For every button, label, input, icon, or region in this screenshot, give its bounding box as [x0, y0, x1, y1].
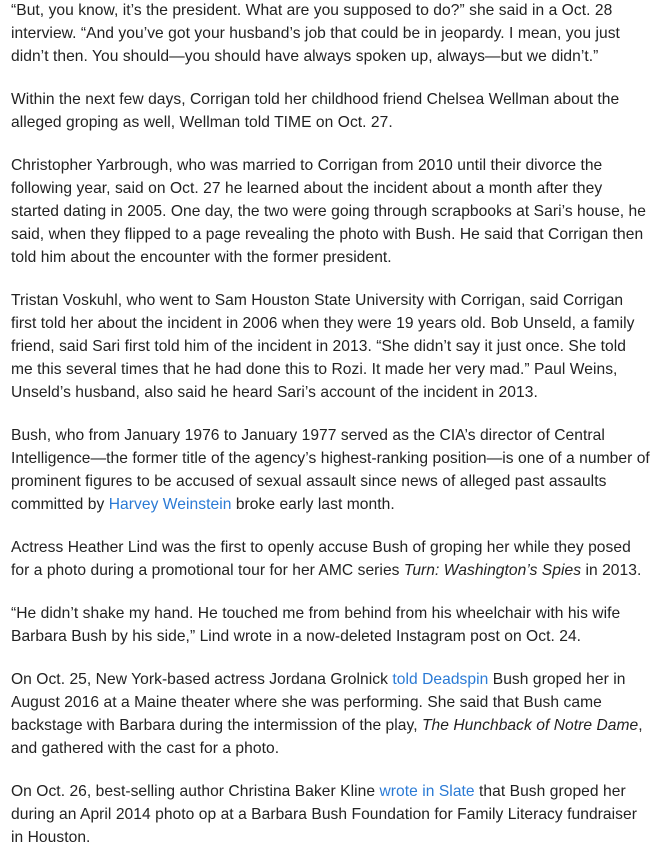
wrote-in-slate-link[interactable]: wrote in Slate — [379, 783, 475, 800]
paragraph-voskuhl: Tristan Voskuhl, who went to Sam Houston State University with Corrigan, said Corrigan first told her about the incident in 2006 when they were 19 years old. Bob Unseld, a family friend, said Sari first told him of the incident in 2013. “She didn’t say it just once. She told me this several times that he had done this to Rozi. It made her very mad.” Paul Weins, Unseld’s husband, also said he heard Sari’s account of the incident in 2013. — [11, 292, 635, 401]
paragraph-text: Actress Heather Lind was the first to openly accuse Bush of groping her while they posed for a photo during a promotional tour for her AMC series — [11, 539, 631, 579]
paragraph-bush-cia — [11, 424, 651, 516]
paragraph-text: in 2013. — [581, 562, 642, 579]
paragraph-lawson-quote: “But, you know, it’s the president. What are you supposed to do?” she said in a Oct. 28 interview. “And you’ve got your husband’s job that could be in jeopardy. I mean, you just didn’t then. You should—you should have always spoken up, always—but we didn’t.” — [11, 2, 620, 65]
paragraph-heather-lind — [11, 536, 651, 582]
series-title: Turn: Washington’s Spies — [403, 562, 582, 579]
paragraph-lind-quote: “He didn’t shake my hand. He touched me from behind from his wheelchair with his wife Barbara Bush by his side,” Lind wrote in a now-deleted Instagram post on Oct. 24. — [11, 605, 621, 645]
paragraph-text: , and gathered with the cast for a photo. — [11, 717, 643, 757]
paragraph-text: Bush groped her in August 2016 at a Maine theater where she was performing. She said that Bush came backstage with Barbara during the intermission of the play, — [11, 671, 626, 734]
paragraph-text: Bush, who from January 1976 to January 1977 served as the CIA’s director of Central Intelligence—the former title of the agency’s highest-ranking position—is one of a number of prominent figures to be accused of sexual assault since news of alleged past assaults committed by — [11, 427, 650, 513]
paragraph-text: broke early last month. — [231, 496, 395, 513]
harvey-weinstein-link[interactable]: Harvey Weinstein — [108, 496, 232, 513]
paragraph-yarbrough: Christopher Yarbrough, who was married to Corrigan from 2010 until their divorce the following year, said on Oct. 27 he learned about the incident about a month after they started dating in 2005. One day, the two were going through scrapbooks at Sari’s house, he said, when they flipped to a page revealing the photo with Bush. He said that Corrigan then told him about the encounter with the former president. — [11, 157, 647, 266]
paragraph-grolnick — [11, 668, 651, 760]
paragraph-text: On Oct. 26, best-selling author Christina Baker Kline — [11, 783, 380, 800]
paragraph-kline — [11, 780, 651, 849]
told-deadspin-link[interactable]: told Deadspin — [392, 671, 489, 688]
play-title: The Hunchback of Notre Dame — [421, 717, 639, 734]
paragraph-wellman: Within the next few days, Corrigan told her childhood friend Chelsea Wellman about the alleged groping as well, Wellman told TIME on Oct. 27. — [11, 91, 620, 131]
paragraph-text: On Oct. 25, New York-based actress Jordana Grolnick — [11, 671, 393, 688]
paragraph-text: that Bush groped her during an April 2014 photo op at a Barbara Bush Foundation for Family Literacy fundraiser in Houston. — [11, 783, 637, 846]
